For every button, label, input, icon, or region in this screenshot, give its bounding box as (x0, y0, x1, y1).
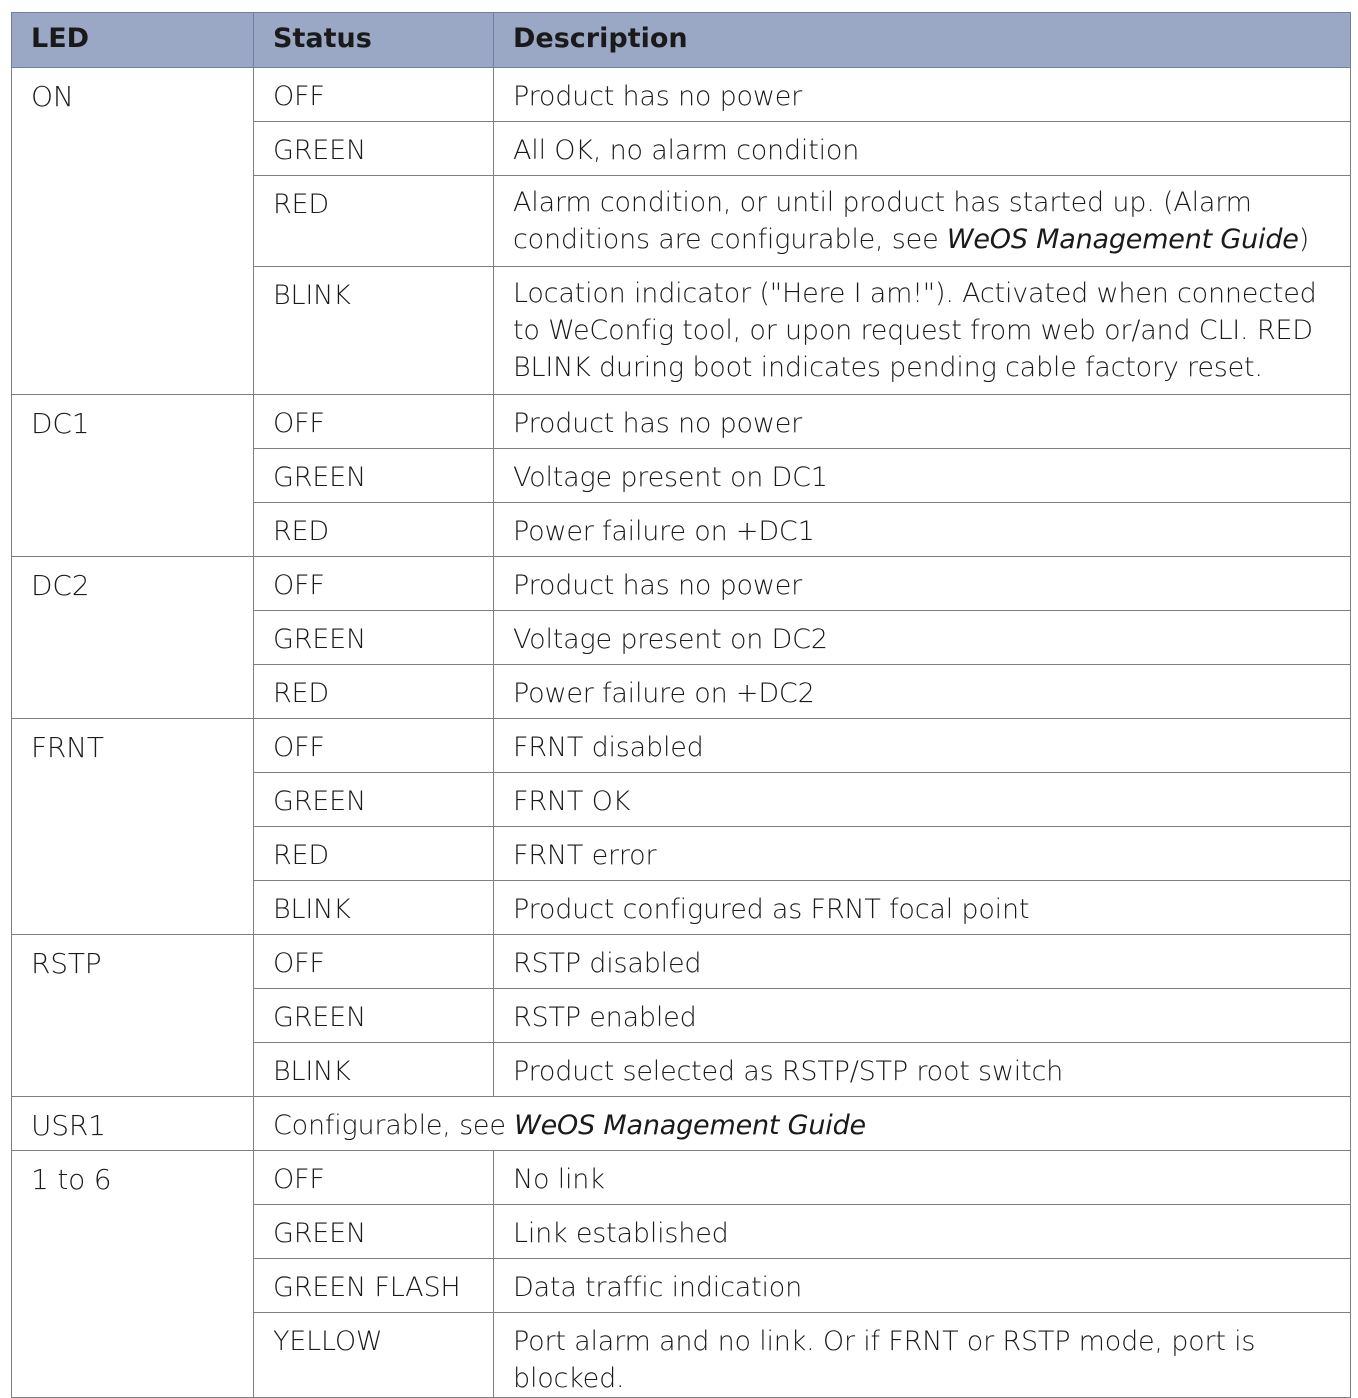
status-cell: RED (254, 827, 494, 881)
header-status: Status (254, 13, 494, 68)
status-cell: OFF (254, 1151, 494, 1205)
status-cell: BLINK (254, 267, 494, 395)
header-description: Description (494, 13, 1351, 68)
description-cell: Voltage present on DC2 (494, 611, 1351, 665)
status-cell: GREEN (254, 611, 494, 665)
description-cell: Location indicator ("Here I am!"). Activated when connected to WeConfig tool, or upon request from web or/and CLI. RED BLINK during boot indicates pending cable factory reset. (494, 267, 1351, 395)
status-cell: GREEN (254, 773, 494, 827)
description-text: ) (1298, 224, 1310, 255)
guide-reference: WeOS Management Guide (946, 224, 1299, 255)
description-cell: Product has no power (494, 557, 1351, 611)
status-cell: GREEN (254, 1205, 494, 1259)
table-row (12, 719, 1351, 773)
status-cell: GREEN (254, 449, 494, 503)
status-cell: RED (254, 176, 494, 267)
description-cell: RSTP disabled (494, 935, 1351, 989)
description-cell: FRNT disabled (494, 719, 1351, 773)
led-status-table (11, 12, 1351, 1398)
led-name-cell: 1 to 6 (12, 1151, 254, 1398)
description-cell: Link established (494, 1205, 1351, 1259)
description-text: Configurable, see (273, 1110, 515, 1141)
table-row (12, 68, 1351, 122)
table-row (12, 1097, 1351, 1151)
status-cell: OFF (254, 935, 494, 989)
merged-description-cell (254, 1097, 1351, 1151)
status-cell: OFF (254, 557, 494, 611)
description-cell: No link (494, 1151, 1351, 1205)
description-cell: Port alarm and no link. Or if FRNT or RSTP mode, port is blocked. (494, 1313, 1351, 1398)
led-name-cell: ON (12, 68, 254, 395)
led-name-cell: USR1 (12, 1097, 254, 1151)
table-header-row (12, 13, 1351, 68)
status-cell: BLINK (254, 1043, 494, 1097)
status-cell: YELLOW (254, 1313, 494, 1398)
description-cell: Voltage present on DC1 (494, 449, 1351, 503)
description-cell (494, 176, 1351, 267)
status-cell: GREEN (254, 989, 494, 1043)
description-cell: Power failure on +DC1 (494, 503, 1351, 557)
status-cell: OFF (254, 68, 494, 122)
led-name-cell: DC2 (12, 557, 254, 719)
description-cell: FRNT OK (494, 773, 1351, 827)
description-cell: Product configured as FRNT focal point (494, 881, 1351, 935)
status-cell: OFF (254, 719, 494, 773)
status-cell: RED (254, 503, 494, 557)
guide-reference: WeOS Management Guide (514, 1110, 866, 1141)
description-cell: FRNT error (494, 827, 1351, 881)
status-cell: RED (254, 665, 494, 719)
table-row (12, 1151, 1351, 1205)
description-cell: Power failure on +DC2 (494, 665, 1351, 719)
description-cell: Product has no power (494, 68, 1351, 122)
table-row (12, 395, 1351, 449)
led-name-cell: RSTP (12, 935, 254, 1097)
table-row (12, 557, 1351, 611)
status-cell: BLINK (254, 881, 494, 935)
led-name-cell: FRNT (12, 719, 254, 935)
description-cell: All OK, no alarm condition (494, 122, 1351, 176)
status-cell: OFF (254, 395, 494, 449)
header-led: LED (12, 13, 254, 68)
description-text: Alarm condition, or until product has started up. (Alarm conditions are configurable, see (513, 187, 1252, 255)
description-cell: Product selected as RSTP/STP root switch (494, 1043, 1351, 1097)
table-row (12, 935, 1351, 989)
description-cell: RSTP enabled (494, 989, 1351, 1043)
description-cell: Data traffic indication (494, 1259, 1351, 1313)
status-cell: GREEN (254, 122, 494, 176)
status-cell: GREEN FLASH (254, 1259, 494, 1313)
led-name-cell: DC1 (12, 395, 254, 557)
description-cell: Product has no power (494, 395, 1351, 449)
